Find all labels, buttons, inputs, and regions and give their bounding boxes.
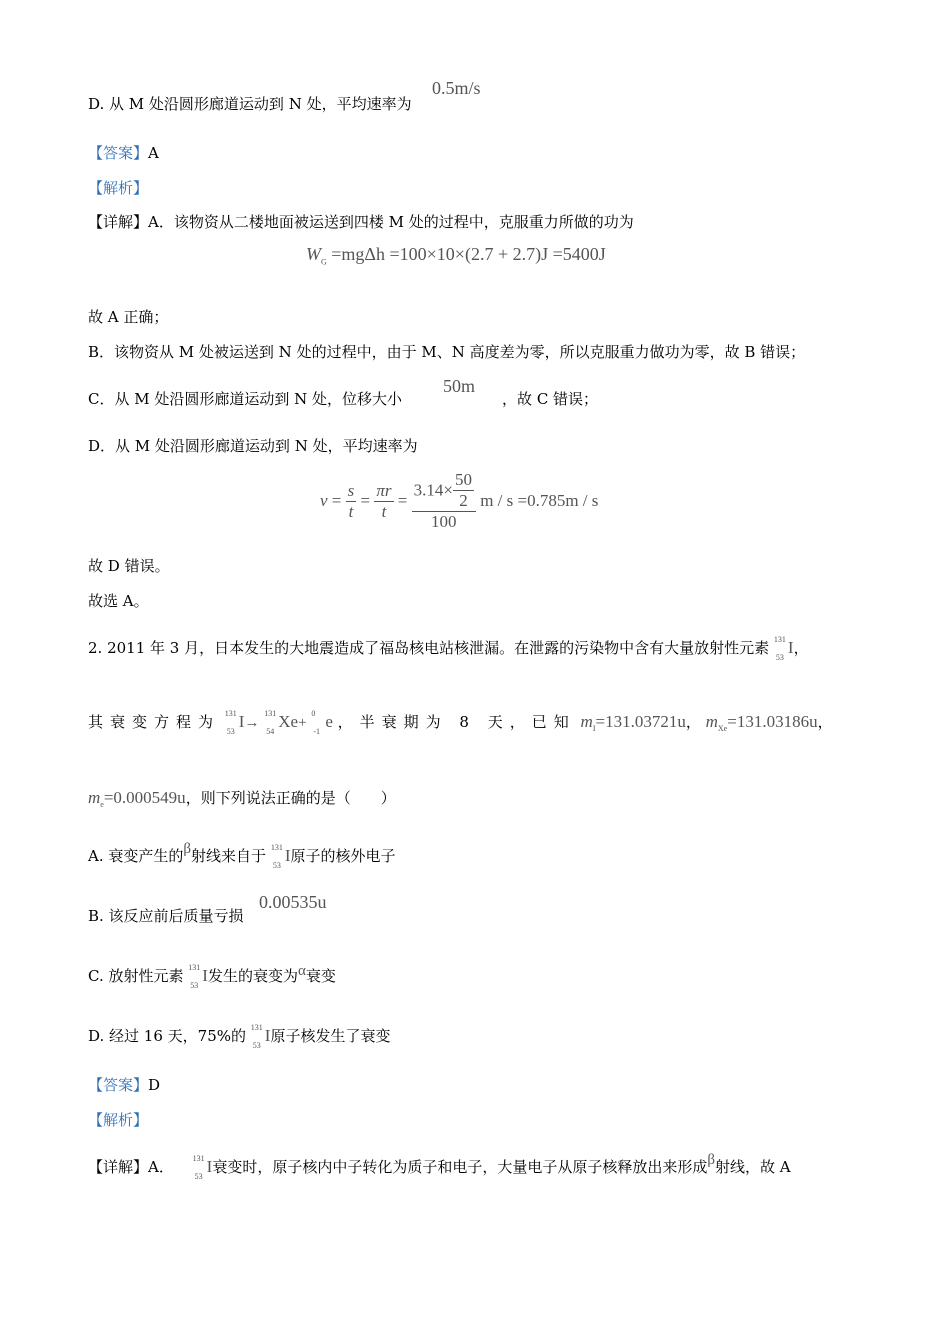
analysis-tag: 【解析】 bbox=[88, 179, 149, 197]
detail-c-post: ，故 C 错误； bbox=[502, 390, 599, 408]
work-subscript: G bbox=[321, 257, 327, 267]
iodine-nuclide: 131 53 I bbox=[224, 709, 245, 736]
iodine-nuclide: 131 53 I bbox=[270, 843, 291, 870]
eq-sign: = bbox=[397, 491, 408, 510]
q1-detail-b: B．该物资从 M 处被运送到 N 处的过程中，由于 M、N 高度差为零，所以克服重力做功为零，故 B 错误； bbox=[88, 343, 806, 361]
q1-detail-d: D．从 M 处沿圆形廊道运动到 N 处，平均速率为 bbox=[88, 437, 418, 455]
q1-a-correct: 故 A 正确； bbox=[88, 308, 169, 326]
alpha-symbol: α bbox=[297, 963, 306, 979]
displacement-value: 50m bbox=[443, 376, 476, 396]
answer-tag: 【答案】 bbox=[88, 1076, 149, 1094]
iodine-nuclide: 131 53 I bbox=[188, 963, 208, 990]
iodine-nuclide: 131 53 I bbox=[192, 1154, 213, 1181]
electron-nuclide: 0 -1 e bbox=[311, 709, 333, 736]
speed-result: m / s =0.785m / s bbox=[480, 491, 599, 510]
v-symbol: v bbox=[320, 491, 328, 510]
q2-option-a: A. 衰变产生的β射线来自于 131 53 I原子的核外电子 bbox=[88, 841, 396, 870]
iodine-nuclide: 131 53 I bbox=[773, 635, 794, 662]
beta-symbol: β bbox=[183, 841, 192, 857]
eq-sign: = bbox=[360, 491, 371, 510]
q1-answer bbox=[88, 143, 159, 163]
eq-sign: = bbox=[331, 491, 342, 510]
q2-option-b: B. 该反应前后质量亏损 bbox=[88, 907, 244, 925]
q1-d-wrong: 故 D 错误。 bbox=[88, 557, 170, 575]
detail-tag: 【详解】 bbox=[88, 213, 149, 231]
work-formula-rhs: =mgΔh =100×10×(2.7 + 2.7)J =5400J bbox=[331, 244, 606, 264]
q2-stem-line2: 其衰变方程为 131 53 I→ 131 54 Xe+ 0 -1 e ，半衰期为 8 天，已知 $m_I=131.03721u$， $m_{Xe}=131.03186u$， bbox=[88, 709, 833, 736]
detail-c-pre: C．从 M 处沿圆形廊道运动到 N 处，位移大小 bbox=[88, 390, 403, 408]
speed-formula bbox=[320, 470, 598, 532]
iodine-nuclide: 131 53 I bbox=[250, 1023, 271, 1050]
detail-a-text: A．该物资从二楼地面被运送到四楼 M 处的过程中，克服重力所做的功为 bbox=[148, 213, 634, 231]
q1-option-d bbox=[88, 94, 412, 114]
q2-analysis bbox=[88, 1110, 148, 1130]
work-formula bbox=[306, 244, 606, 267]
analysis-tag: 【解析】 bbox=[88, 1111, 149, 1129]
pir-over-t: $\frac{\pi r}{t}$ bbox=[376, 480, 392, 521]
q1-option-d-value: 0.5m/s bbox=[432, 78, 481, 98]
q2-option-d: D. 经过 16 天，75%的 131 53 I原子核发生了衰变 bbox=[88, 1023, 391, 1050]
q1-detail-c bbox=[88, 389, 598, 409]
answer-tag: 【答案】 bbox=[88, 144, 149, 162]
numeric-fraction: 3.14× $\frac{50}{2}$ 100 bbox=[412, 470, 476, 532]
xenon-nuclide: 131 54 Xe bbox=[264, 709, 299, 736]
beta-symbol: β bbox=[707, 1152, 715, 1168]
q2-answer bbox=[88, 1075, 160, 1095]
s-over-t: $\frac{s}{t}$ bbox=[347, 480, 355, 521]
q1-option-d-text: D. 从 M 处沿圆形廊道运动到 N 处，平均速率为 bbox=[88, 95, 412, 113]
q2-detail-a: 【详解】A． 131 53 I衰变时，原子核内中子转化为质子和电子，大量电子从原子核释放出来形成β射线，故 A bbox=[88, 1152, 791, 1181]
q2-stem-line1: 2. 2011 年 3 月，日本发生的大地震造成了福岛核电站核泄漏。在泄露的污染物中含有大量放射性元素 131 53 I， bbox=[88, 635, 809, 662]
q2-stem-line3: $m_e=0.000549u$，则下列说法正确的是（ ） bbox=[88, 788, 396, 809]
answer-value: D bbox=[148, 1076, 161, 1094]
q1-analysis bbox=[88, 178, 148, 198]
answer-value: A bbox=[148, 144, 159, 162]
mass-defect-value: 0.00535u bbox=[259, 892, 327, 912]
work-symbol: W bbox=[306, 244, 321, 264]
q1-detail-a bbox=[88, 212, 634, 232]
q1-choose: 故选 A。 bbox=[88, 592, 149, 610]
q2-option-c: C. 放射性元素 131 53 I发生的衰变为α衰变 bbox=[88, 963, 336, 990]
